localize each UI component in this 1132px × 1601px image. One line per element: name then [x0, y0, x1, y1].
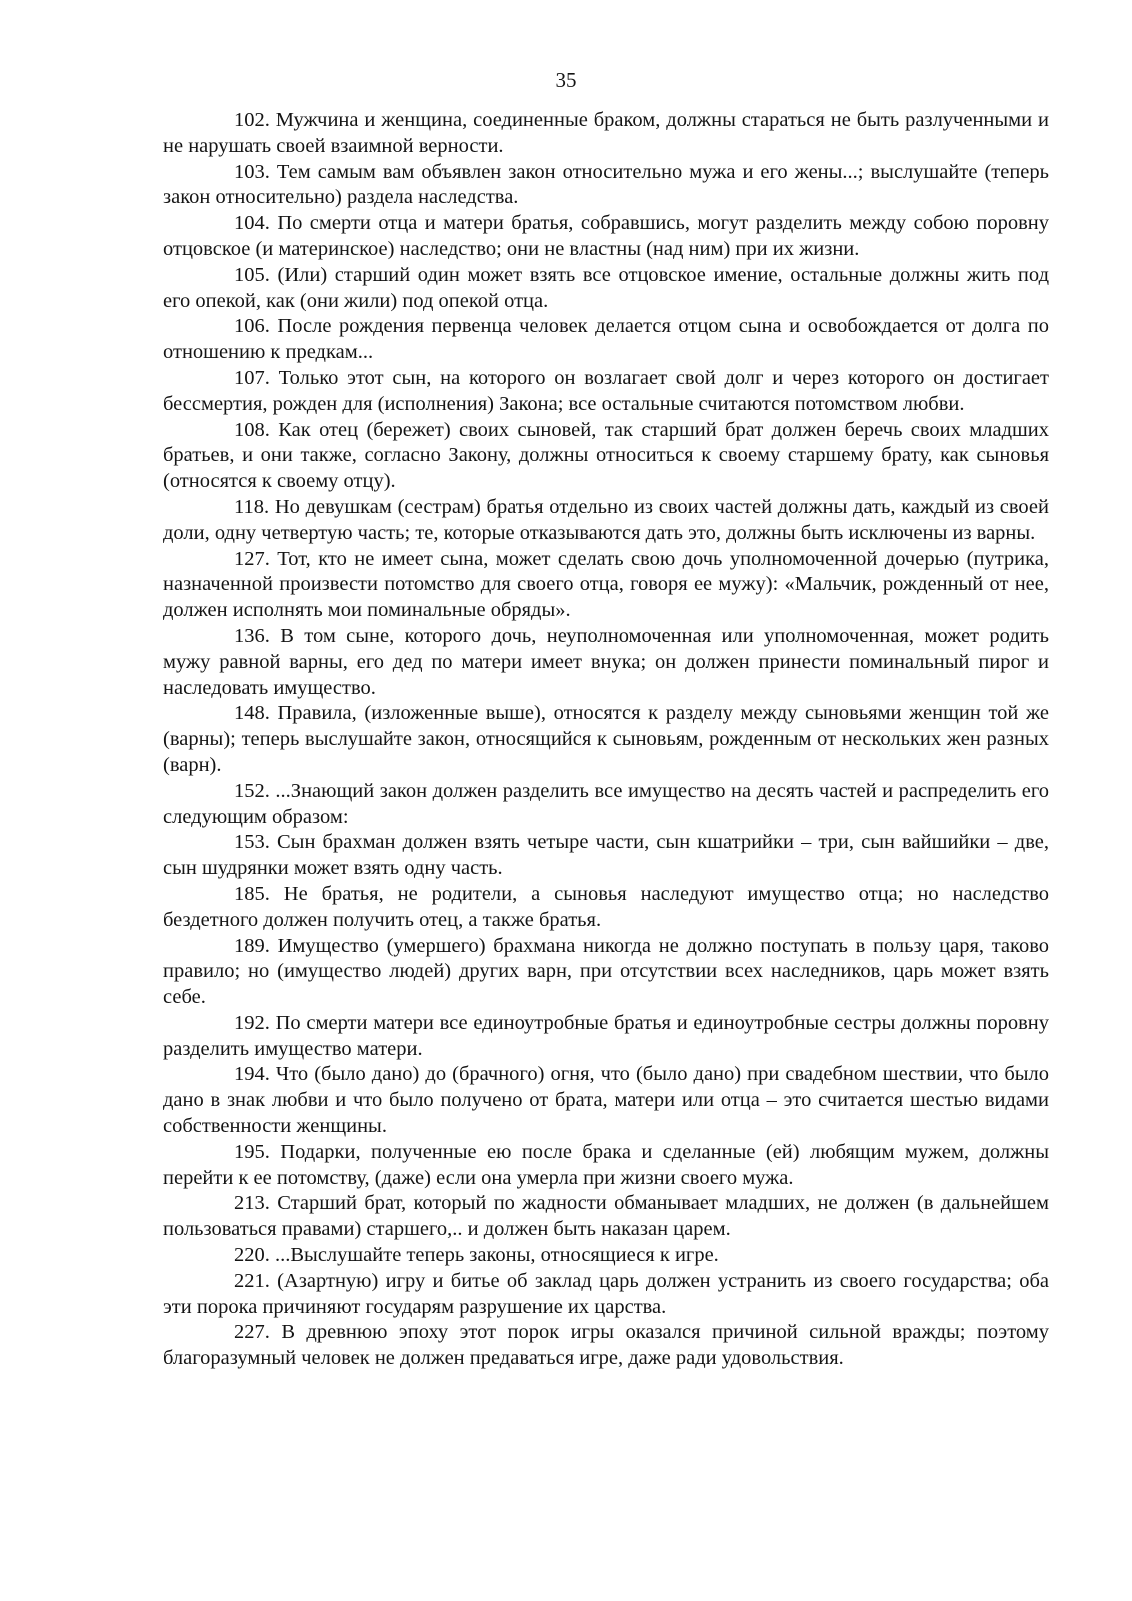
- paragraph-227: 227. В древнюю эпоху этот порок игры оказался причиной сильной вражды; поэтому благоразумный человек не должен предаваться игре, даже ради удовольствия.: [163, 1321, 1049, 1370]
- paragraph-152: 152. ...Знающий закон должен разделить все имущество на десять частей и распределить его следующим образом:: [163, 779, 1049, 828]
- paragraph-105: 105. (Или) старший один может взять все отцовское имение, остальные должны жить под его опекой, как (они жили) под опекой отца.: [163, 263, 1049, 312]
- paragraph-189: 189. Имущество (умершего) брахмана никогда не должно поступать в пользу царя, таково правило; но (имущество людей) других варн, при отсутствии всех наследников, царь может взять себе.: [163, 934, 1049, 1009]
- paragraph-213: 213. Старший брат, который по жадности обманывает младших, не должен (в дальнейшем пользоваться правами) старшего,.. и должен быть наказан царем.: [163, 1192, 1049, 1241]
- paragraph-221: 221. (Азартную) игру и битье об заклад царь должен устранить из своего государства; оба эти порока причиняют государям разрушение их царства.: [163, 1269, 1049, 1318]
- paragraph-104: 104. По смерти отца и матери братья, собравшись, могут разделить между собою поровну отцовское (и материнское) наследство; они не властны (над ним) при их жизни.: [163, 212, 1049, 260]
- paragraph-103: 103. Тем самым вам объявлен закон относительно мужа и его жены...; выслушайте (теперь закон относительно) раздела наследства.: [163, 160, 1049, 209]
- paragraph-194: 194. Что (было дано) до (брачного) огня, что (было дано) при свадебном шествии, что было дано в знак любви и что было получено от брата, матери или отца – это считается шестью видами собственности женщины.: [163, 1063, 1049, 1138]
- paragraph-192: 192. По смерти матери все единоутробные братья и единоутробные сестры должны поровну разделить имущество матери.: [163, 1011, 1049, 1060]
- paragraph-108: 108. Как отец (бережет) своих сыновей, так старший брат должен беречь своих младших братьев, и они также, согласно Закону, должны относиться к своему старшему брату, как сыновья (относятся к своему отцу).: [163, 418, 1049, 493]
- paragraph-195: 195. Подарки, полученные ею после брака и сделанные (ей) любящим мужем, должны перейти к ее потомству, (даже) если она умерла при жизни своего мужа.: [163, 1140, 1049, 1189]
- document-body: [163, 108, 1049, 1372]
- paragraph-118: 118. Но девушкам (сестрам) братья отдельно из своих частей должны дать, каждый из своей доли, одну четвертую часть; те, которые отказываются дать это, должны быть исключены из варны.: [163, 495, 1049, 544]
- page-number: 35: [555, 68, 577, 92]
- paragraph-220: 220. ...Выслушайте теперь законы, относящиеся к игре.: [234, 1244, 719, 1267]
- paragraph-107: 107. Только этот сын, на которого он возлагает свой долг и через которого он достигает бессмертия, рожден для (исполнения) Закона; все остальные считаются потомством любви.: [163, 366, 1049, 415]
- paragraph-185: 185. Не братья, не родители, а сыновья наследуют имущество отца; но наследство бездетного должен получить отец, а также братья.: [163, 882, 1049, 931]
- paragraph-148: 148. Правила, (изложенные выше), относятся к разделу между сыновьями женщин той же (варны); теперь выслушайте закон, относящийся к сыновьям, рожденным от нескольких жен разных (варн).: [163, 702, 1049, 776]
- paragraph-106: 106. После рождения первенца человек делается отцом сына и освобождается от долга по отношению к предкам...: [163, 315, 1049, 364]
- paragraph-102: 102. Мужчина и женщина, соединенные браком, должны стараться не быть разлученными и не нарушать своей взаимной верности.: [163, 109, 1049, 157]
- paragraph-153: 153. Сын брахман должен взять четыре части, сын кшатрийки – три, сын вайшийки – две, сын шудрянки может взять одну часть.: [163, 831, 1049, 880]
- paragraph-127: 127. Тот, кто не имеет сына, может сделать свою дочь уполномоченной дочерью (путрика, назначенной произвести потомство для своего отца, говоря ее мужу): «Мальчик, рожденный от нее, должен исполнять мои поминальные обряды».: [163, 547, 1049, 622]
- paragraph-136: 136. В том сыне, которого дочь, неуполномоченная или уполномоченная, может родить мужу равной варны, его дед по матери имеет внука; он должен принести поминальный пирог и наследовать имущество.: [163, 624, 1049, 699]
